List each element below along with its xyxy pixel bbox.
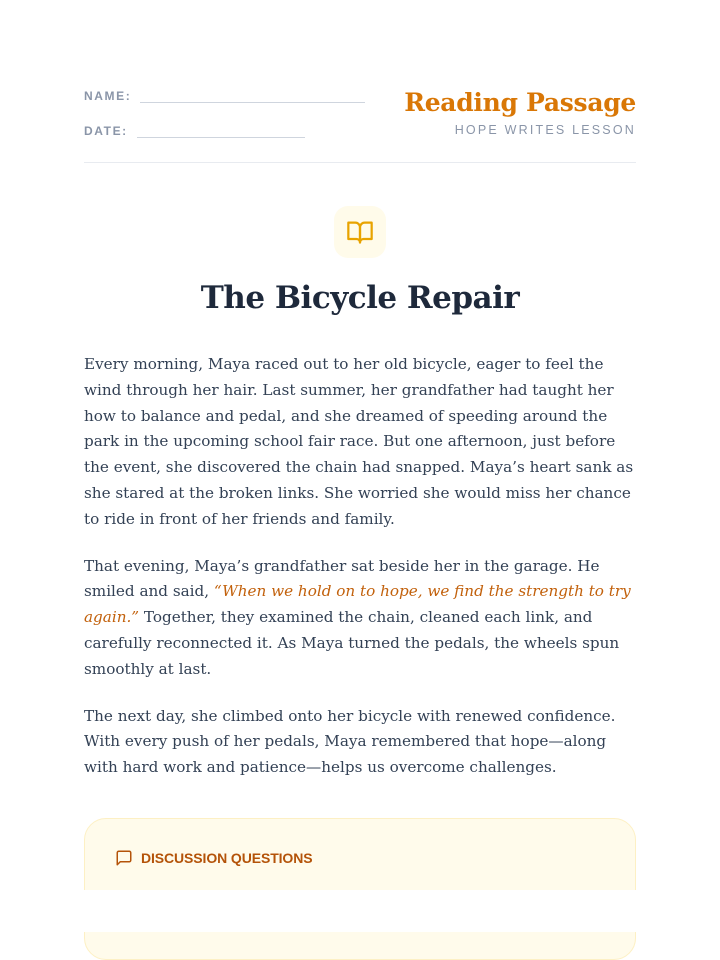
brand-block	[404, 90, 636, 137]
header-divider	[84, 162, 636, 163]
grandfather-quote: “When we hold on to hope, we find the strength to try again.”	[84, 582, 631, 627]
chat-bubble-icon	[115, 849, 133, 867]
worksheet-header	[84, 0, 636, 164]
name-field	[84, 88, 365, 103]
date-label: DATE:	[84, 124, 128, 138]
worksheet-page	[84, 0, 636, 932]
page-bottom-margin	[0, 890, 720, 932]
discussion-label: DISCUSSION QUESTIONS	[141, 850, 313, 866]
date-input-line[interactable]	[137, 123, 305, 138]
paragraph-2-intro: That evening, Maya’s grandfather sat beside her in the garage. He smiled and said,	[84, 556, 600, 601]
paragraph-3: The next day, she climbed onto her bicycle with renewed confidence. With every push of her pedals, Maya remembered that hope—along with hard work and patience—helps us overcome challenges.	[84, 706, 616, 777]
paragraph-1: Every morning, Maya raced out to her old bicycle, eager to feel the wind through her hair. Last summer, her grandfather had taught her how to balance and pedal, and she dreamed of speeding around the park in the upcoming school fair race. But one afternoon, just before the event, she discovered the chain had snapped. Maya’s heart sank as she stared at the broken links. She worried she would miss her chance to ride in front of her friends and family.	[84, 355, 634, 528]
date-field	[84, 123, 305, 138]
name-input-line[interactable]	[140, 88, 365, 103]
brand-subtitle: HOPE WRITES LESSON	[454, 123, 636, 137]
discussion-card	[84, 818, 636, 960]
paragraph-2	[84, 554, 636, 683]
name-label: NAME:	[84, 89, 132, 103]
passage-body	[84, 352, 636, 802]
discussion-header	[115, 849, 312, 867]
passage-title: The Bicycle Repair	[200, 280, 520, 316]
paragraph-2-rest: Together, they examined the chain, cleaned each link, and carefully reconnected it. As Maya turned the pedals, the wheels spun smoothly at last.	[84, 608, 620, 678]
brand-title: Reading Passage	[404, 88, 636, 117]
open-book-icon	[334, 206, 386, 258]
